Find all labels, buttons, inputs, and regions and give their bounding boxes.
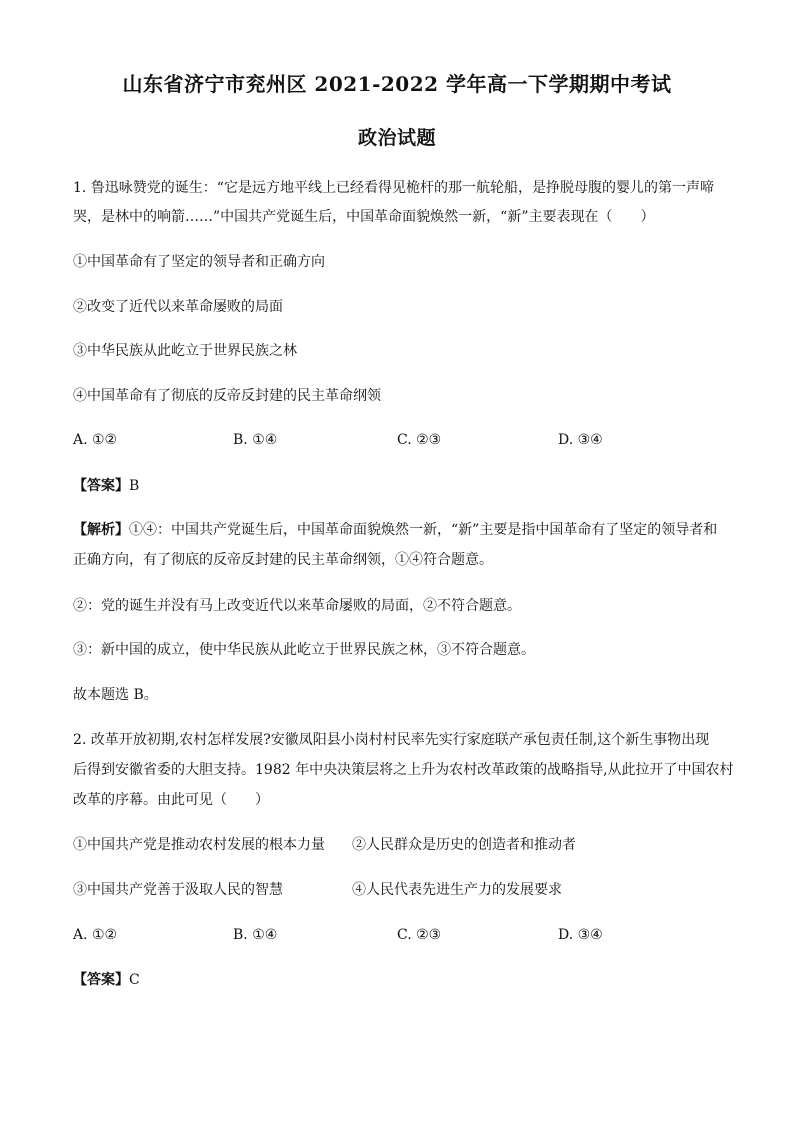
q1-answer-line xyxy=(73,476,725,496)
q1-analysis-tag: 【解析】 xyxy=(73,522,129,538)
q1-analysis-line-4: ③：新中国的成立，使中华民族从此屹立于世界民族之林，③不符合题意。 xyxy=(73,642,535,658)
document-title: 山东省济宁市兖州区 2021-2022 学年高一下学期期中考试 xyxy=(122,72,672,96)
q2-choice-c: C. ②③ xyxy=(397,927,442,943)
document-subtitle: 政治试题 xyxy=(357,127,436,149)
q2-choice-a: A. ①② xyxy=(73,927,118,943)
q1-item-3: ③中华民族从此屹立于世界民族之林 xyxy=(73,343,297,359)
q1-choice-a: A. ①② xyxy=(73,432,118,448)
q2-stem-line-1: 2. 改革开放初期,农村怎样发展?安徽凤阳县小岗村村民率先实行家庭联产承包责任制,这个新生事物出现 xyxy=(73,732,710,748)
q1-analysis-line-1 xyxy=(73,520,725,540)
q2-answer-tag: 【答案】 xyxy=(73,972,129,988)
q1-analysis-line-2: 正确方向，有了彻底的反帝反封建的民主革命纲领，①④符合题意。 xyxy=(73,552,493,568)
q1-analysis-text-1: ①④：中国共产党诞生后，中国革命面貌焕然一新，“新”主要是指中国革命有了坚定的领导者和 xyxy=(129,522,718,538)
q2-item-4: ④人民代表先进生产力的发展要求 xyxy=(352,882,562,898)
q1-stem-line-2: 哭，是林中的响箭……”中国共产党诞生后，中国革命面貌焕然一新，“新”主要表现在（ ） xyxy=(73,209,655,225)
q2-stem-line-3: 改革的序幕。由此可见（ ） xyxy=(73,792,269,808)
q2-choice-b: B. ①④ xyxy=(233,927,278,943)
q1-item-2: ②改变了近代以来革命屡败的局面 xyxy=(73,299,283,315)
q2-answer-value: C xyxy=(129,972,140,988)
q2-item-2: ②人民群众是历史的创造者和推动者 xyxy=(352,837,576,853)
q1-conclusion: 故本题选 B。 xyxy=(73,687,158,703)
q1-item-1: ①中国革命有了坚定的领导者和正确方向 xyxy=(73,254,325,270)
q1-answer-tag: 【答案】 xyxy=(73,478,129,494)
q1-analysis-line-3: ②：党的诞生并没有马上改变近代以来革命屡败的局面，②不符合题意。 xyxy=(73,598,521,614)
q1-choice-c: C. ②③ xyxy=(397,432,442,448)
q2-stem-line-2: 后得到安徽省委的大胆支持。1982 年中央决策层将之上升为农村改革政策的战略指导,从此拉开了中国农村 xyxy=(73,762,734,778)
q2-item-3: ③中国共产党善于汲取人民的智慧 xyxy=(73,882,283,898)
q1-answer-value: B xyxy=(129,478,140,494)
q1-stem-line-1: 1. 鲁迅咏赞党的诞生：“它是远方地平线上已经看得见桅杆的那一航轮船，是挣脱母腹的婴儿的第一声啼 xyxy=(73,180,714,196)
q1-choice-d: D. ③④ xyxy=(558,432,603,448)
q2-answer-line xyxy=(73,970,725,990)
q1-choice-b: B. ①④ xyxy=(233,432,278,448)
q2-choice-d: D. ③④ xyxy=(558,927,603,943)
q1-item-4: ④中国革命有了彻底的反帝反封建的民主革命纲领 xyxy=(73,388,381,404)
q2-item-1: ①中国共产党是推动农村发展的根本力量 xyxy=(73,837,325,853)
